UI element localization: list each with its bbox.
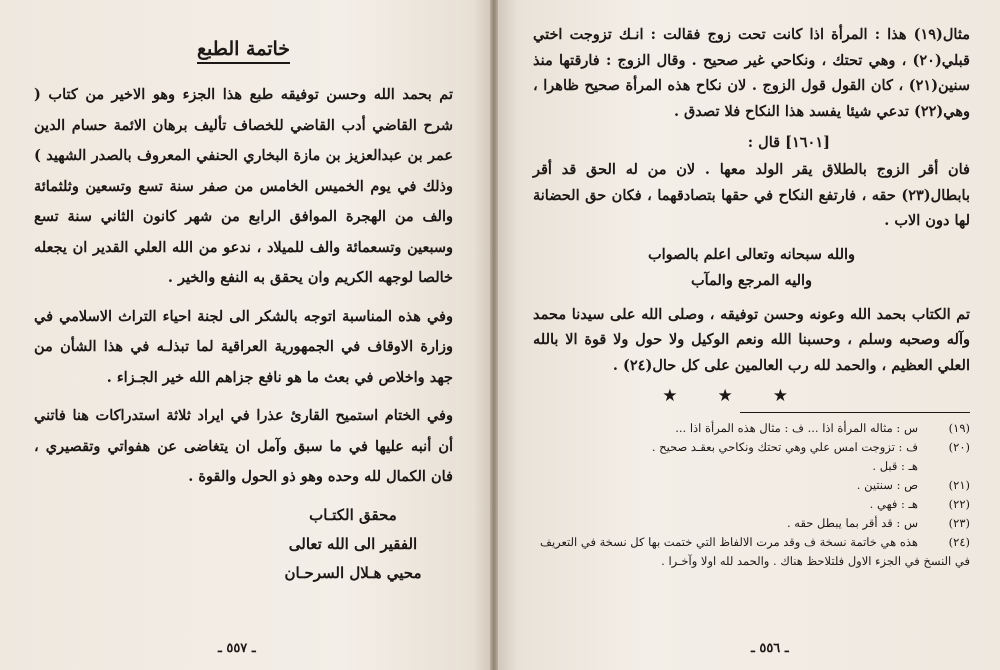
star-icon: ★ — [772, 386, 788, 406]
body-paragraph-1: مثال(١٩) هذا : المرأة اذا كانت تحت زوج فقالت : انـك تزوجت اختي قبلي(٢٠) ، وهي تحتك ، ونكاحي غير صحيح . وقال الزوج : فارقتها منذ سنين(٢١) ، كان القول قول الزوج . لان نكاح هذه المرأة صحيح ظاهرا ، وهي(٢٢) تدعي شيئا يفسد هذا النكاح فلا تصدق . — [533, 26, 970, 120]
closing-line-2: واليه المرجع والمآب — [690, 271, 813, 289]
section-marker: [١٦٠١] قال : — [747, 134, 830, 151]
signature-line: الفقير الى الله تعالى — [288, 534, 418, 553]
footnotes — [533, 419, 970, 571]
paragraph-2: وفي هذه المناسبة اتوجه بالشكر الى لجنة احياء التراث الاسلامي في وزارة الاوقاف في الجمهورية العراقية لما تبذلـه في هذا الشأن من جهد واخلاص في بعث ما هو نافع جزاهم الله خير الجـزاء . — [34, 307, 453, 386]
paragraph-1: تم بحمد الله وحسن توفيقه طبع هذا الجزء وهو الاخير من كتاب ( شرح القاضي أدب القاضي للخصاف تأليف برهان الائمة حسام الدين عمر بن عبدالعزيز بن مازة البخاري الحنفي المعروف بالصدر الشهيد ) وذلك في يوم الخميس الخامس من صفر سنة تسع وتسعين وثلثمائة والف من الهجرة الموافق الرابع من شهر كانون الثاني سنة تسع وسبعين وتسعمائة والف للميلاد ، ندعو من الله العلي القدير ان يجعله خالصا لوجهه الكريم وان يحقق به النفع والخير . — [34, 86, 453, 286]
page-number: ـ ٥٥٧ ـ — [218, 641, 256, 656]
footnote: (٢٢)هـ : فهي . — [869, 497, 970, 511]
star-icon: ★ — [662, 386, 678, 406]
book-gutter — [490, 0, 498, 670]
footnote: هـ : قبل . — [872, 459, 918, 473]
star-icon: ★ — [717, 386, 733, 406]
body-paragraph-2: فان أقر الزوج بالطلاق يقر الولد معها . لان من له الحق قد أقر بابطال(٢٣) حقه ، فارتفع النكاح في حقها بتصادقهما ، فكان حق الحضانة لها دون الاب . — [533, 161, 970, 229]
page-556 — [493, 0, 1000, 670]
page-title — [34, 38, 453, 60]
footnote: (٢٠)ف : تزوجت امس علي وهي تحتك ونكاحي بعقـد صحيح . — [651, 440, 970, 454]
star-divider — [533, 386, 970, 406]
signature-block — [253, 501, 453, 588]
page-number: ـ ٥٥٦ ـ — [751, 641, 789, 656]
page-557 — [0, 0, 493, 670]
footnote: (٢٣)س : قد أقر بما يبطل حقه . — [787, 516, 970, 530]
footnote: (٢١)ص : سنتين . — [856, 478, 970, 492]
footnote-rule — [740, 412, 970, 413]
signature-role: محقق الكتـاب — [309, 505, 397, 524]
footnote: (٢٤)هذه هي خاتمة نسخة ف وقد مرت الالفاظ التي ختمت بها كل نسخة في التعريف في النسخ في الجزء الاول فلتلاحظ هناك . والحمد لله اولا وآخـرا . — [540, 535, 970, 568]
closing-line-1: والله سبحانه وتعالى اعلم بالصواب — [647, 245, 856, 263]
signature-name: محيي هـلال السرحـان — [284, 563, 422, 582]
paragraph-3: وفي الختام استميح القارئ عذرا في ايراد ثلاثة استدراكات هنا فاتني أن أنبه عليها في ما سبق وآمل ان يتغاضى عن هفواتي وتقصيري ، فان الكمال لله وحده وهو ذو الحول والقوة . — [34, 407, 453, 485]
heading-text: خاتمة الطبع — [197, 38, 290, 64]
footnote: (١٩)س : مثاله المرأة اذا ... ف : مثال هذه المرأة اذا ... — [675, 421, 970, 435]
body-paragraph-3: تم الكتاب بحمد الله وعونه وحسن توفيقه ، وصلى الله على سيدنا محمد وآله وصحبه وسلم ، وحسبنا الله ونعم الوكيل ولا حول ولا قوة الا بالله العلي العظيم ، والحمد لله رب العالمين على كل حال(٢٤) . — [533, 305, 970, 374]
